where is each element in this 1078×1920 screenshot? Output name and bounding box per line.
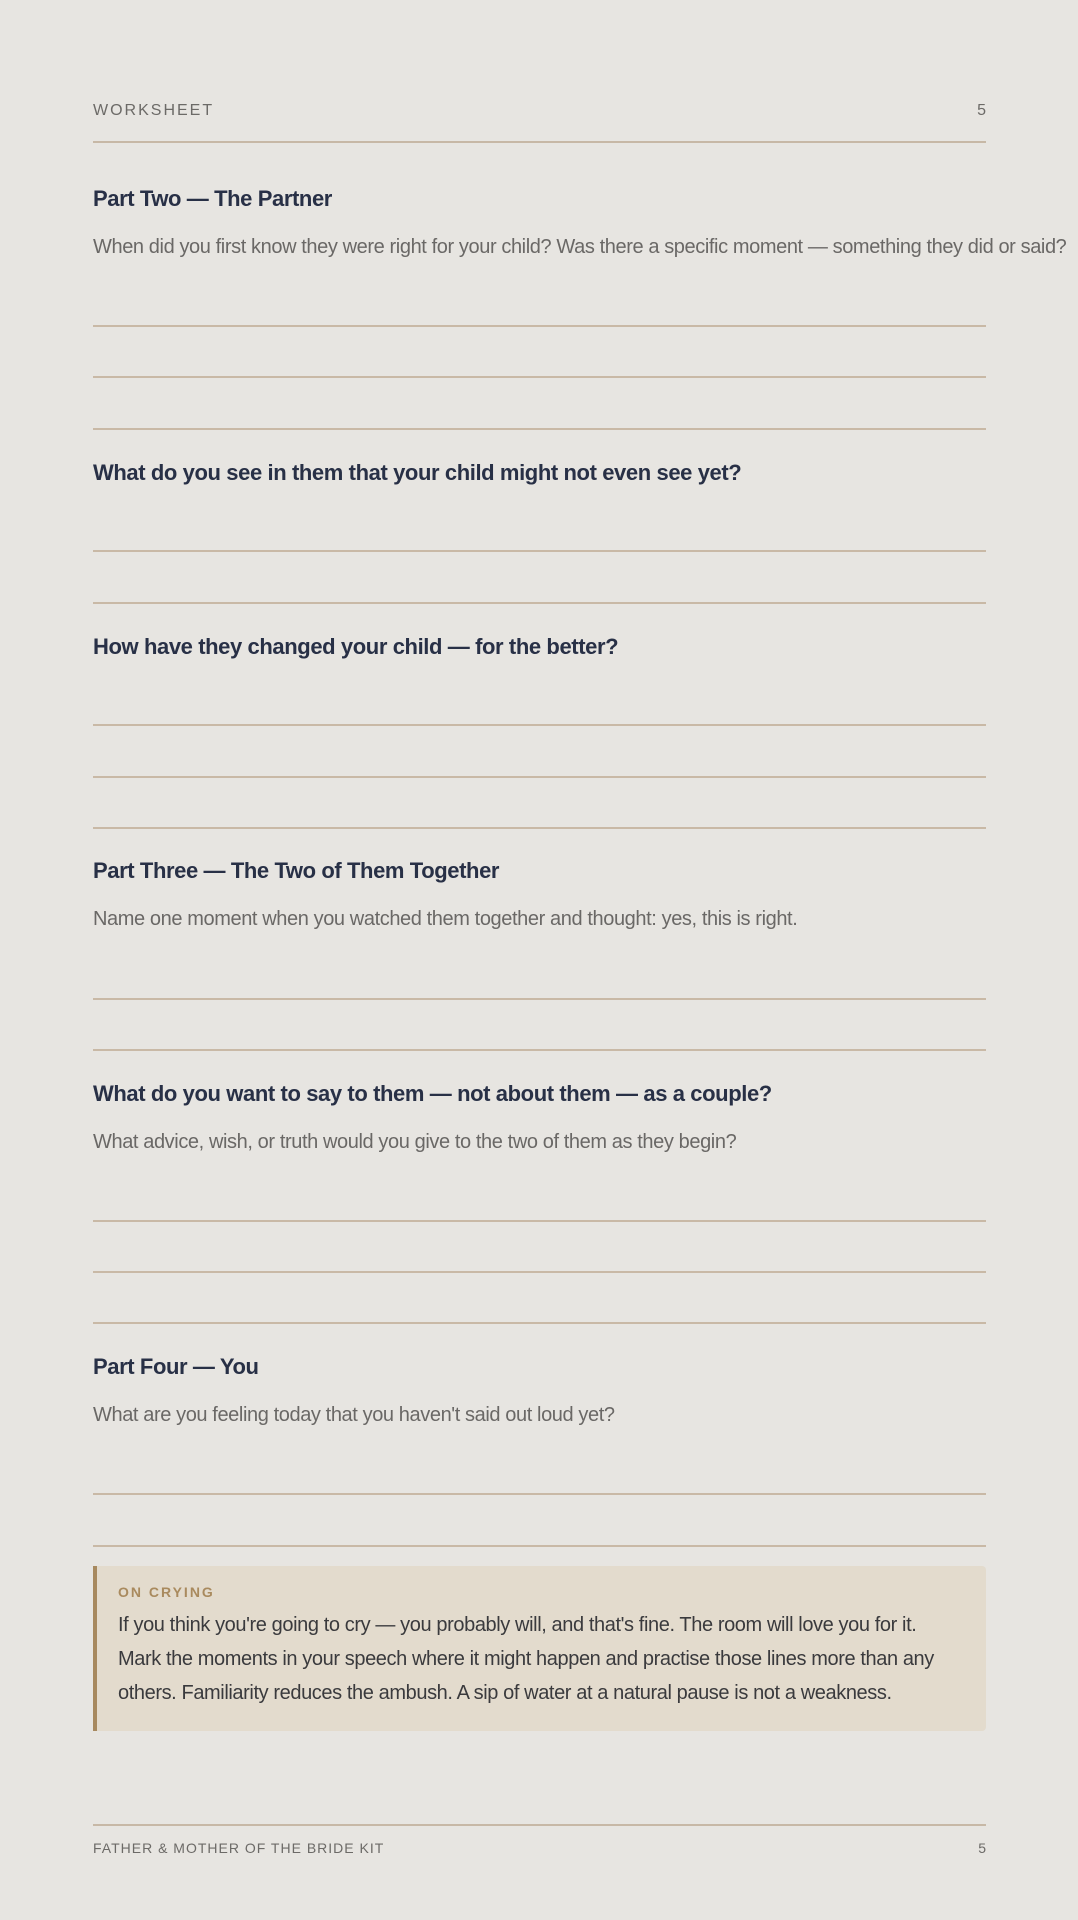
answer-line[interactable] <box>93 1220 986 1222</box>
footer-label: FATHER & MOTHER OF THE BRIDE KIT <box>93 1840 385 1856</box>
question-heading-say-to-them: What do you want to say to them — not about them — as a couple? <box>93 1081 772 1106</box>
section-prompt-partner: When did you first know they were right for your child? Was there a specific moment — something they did or said? <box>93 236 1067 258</box>
page-header <box>93 102 986 120</box>
answer-line[interactable] <box>93 325 986 327</box>
section-prompt-you: What are you feeling today that you haven't said out loud yet? <box>93 1404 615 1426</box>
answer-line[interactable] <box>93 1049 986 1051</box>
worksheet-page <box>93 0 1067 1920</box>
answer-line[interactable] <box>93 550 986 552</box>
answer-line[interactable] <box>93 724 986 726</box>
section-heading-you: Part Four — You <box>93 1354 259 1379</box>
answer-line[interactable] <box>93 998 986 1000</box>
page-footer <box>93 1840 986 1856</box>
tip-callout <box>93 1566 986 1731</box>
header-label: WORKSHEET <box>93 102 215 119</box>
question-prompt-say-to-them: What advice, wish, or truth would you give to the two of them as they begin? <box>93 1131 737 1153</box>
answer-line[interactable] <box>93 428 986 430</box>
answer-line[interactable] <box>93 376 986 378</box>
answer-line[interactable] <box>93 827 986 829</box>
section-heading-together: Part Three — The Two of Them Together <box>93 858 500 883</box>
section-heading-partner: Part Two — The Partner <box>93 186 332 211</box>
answer-line[interactable] <box>93 776 986 778</box>
question-heading-changed: How have they changed your child — for the better? <box>93 634 619 659</box>
answer-line[interactable] <box>93 1322 986 1324</box>
section-prompt-together: Name one moment when you watched them together and thought: yes, this is right. <box>93 908 798 930</box>
answer-line[interactable] <box>93 1493 986 1495</box>
footer-page-number: 5 <box>978 1840 986 1856</box>
header-page-number: 5 <box>977 102 986 119</box>
header-rule <box>93 141 986 143</box>
footer-rule <box>93 1824 986 1826</box>
question-heading-see-in-them: What do you see in them that your child might not even see yet? <box>93 460 742 485</box>
callout-body: If you think you're going to cry — you probably will, and that's fine. The room will love you for it. Mark the moments in your speech where it might happen and practise those lines more than any others. Familiarity reduces the ambush. A sip of water at a natural pause is not a weakness. <box>118 1614 934 1704</box>
callout-label: ON CRYING <box>118 1584 215 1600</box>
answer-line[interactable] <box>93 1271 986 1273</box>
answer-line[interactable] <box>93 1545 986 1547</box>
answer-line[interactable] <box>93 602 986 604</box>
